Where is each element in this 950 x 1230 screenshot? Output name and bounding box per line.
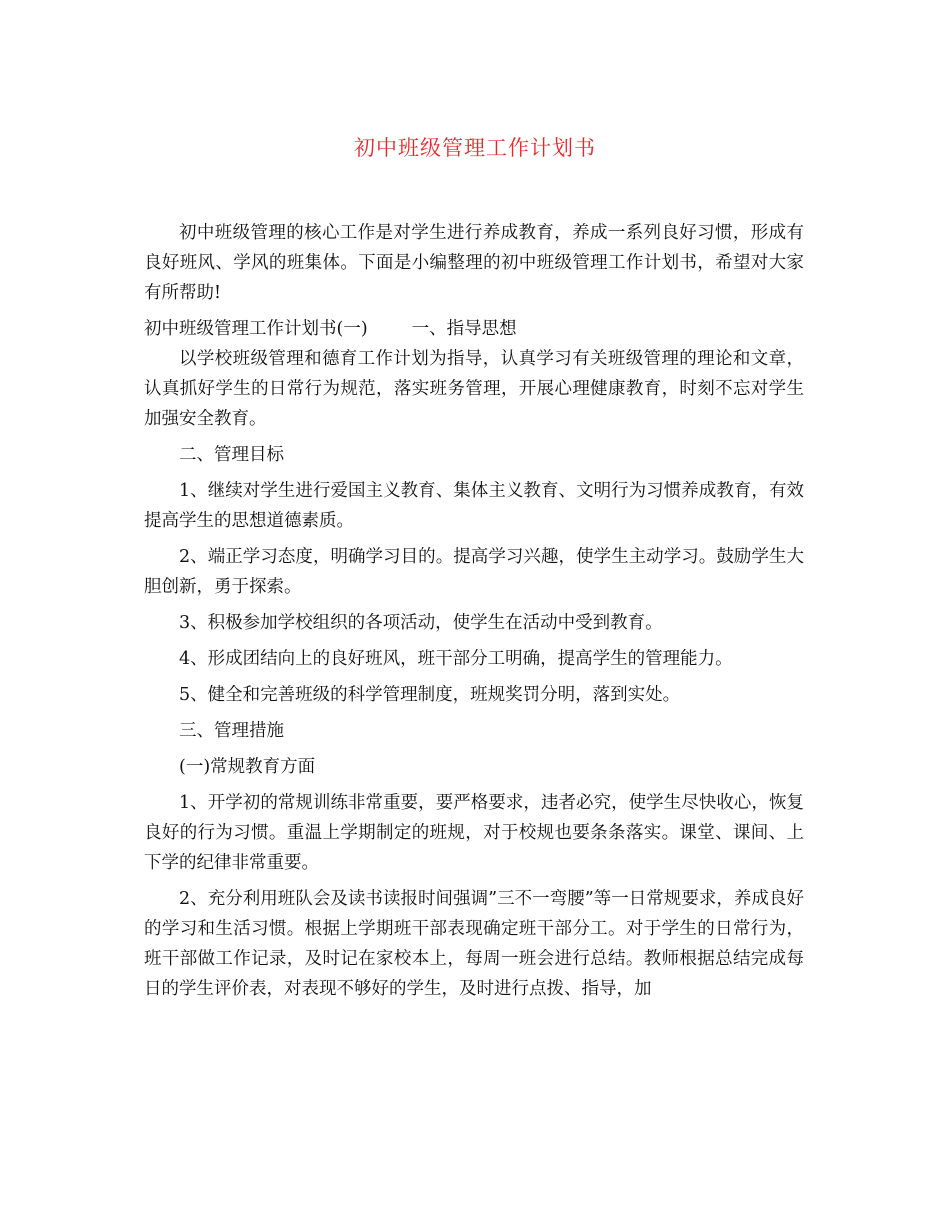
- routine-item: 1、开学初的常规训练非常重要，要严格要求，违者必究，使学生尽快收心，恢复良好的行为习惯。重温上学期制定的班规，对于校规也要条条落实。课堂、课间、上下学的纪律非常重要。: [144, 793, 804, 873]
- plan-heading: 初中班级管理工作计划书(一): [144, 319, 368, 339]
- section-heading: [144, 314, 804, 344]
- document-body: [144, 218, 804, 1004]
- document-title: 初中班级管理工作计划书: [354, 136, 596, 160]
- guiding-heading: 一、指导思想: [411, 319, 517, 339]
- intro-paragraph: 初中班级管理的核心工作是对学生进行养成教育，养成一系列良好习惯，形成有良好班风、学风的班集体。下面是小编整理的初中班级管理工作计划书，希望对大家有所帮助!: [144, 223, 804, 303]
- goals-heading: 二、管理目标: [179, 445, 284, 465]
- goal-item: 4、形成团结向上的良好班风，班干部分工明确，提高学生的管理能力。: [179, 649, 733, 669]
- goal-item: 5、健全和完善班级的科学管理制度，班规奖罚分明，落到实处。: [179, 685, 681, 705]
- guiding-paragraph: 以学校班级管理和德育工作计划为指导，认真学习有关班级管理的理论和文章，认真抓好学生的日常行为规范，落实班务管理，开展心理健康教育，时刻不忘对学生加强安全教育。: [144, 349, 804, 429]
- goal-item: 2、端正学习态度，明确学习目的。提高学习兴趣，使学生主动学习。鼓励学生大胆创新，勇于探索。: [144, 547, 804, 597]
- goal-item: 1、继续对学生进行爱国主义教育、集体主义教育、文明行为习惯养成教育，有效提高学生的思想道德素质。: [144, 481, 804, 531]
- routine-item: 2、充分利用班队会及读书读报时间强调”三不一弯腰”等一日常规要求，养成良好的学习和生活习惯。根据上学期班干部表现确定班干部分工。对于学生的日常行为，班干部做工作记录，及时记在家校本上，每周一班会进行总结。教师根据总结完成每日的学生评价表，对表现不够好的学生，及时进行点拨、指导，加: [144, 889, 804, 999]
- measures-heading: 三、管理措施: [179, 721, 284, 741]
- goal-item: 3、积极参加学校组织的各项活动，使学生在活动中受到教育。: [179, 613, 663, 633]
- routine-heading: (一)常规教育方面: [179, 757, 316, 777]
